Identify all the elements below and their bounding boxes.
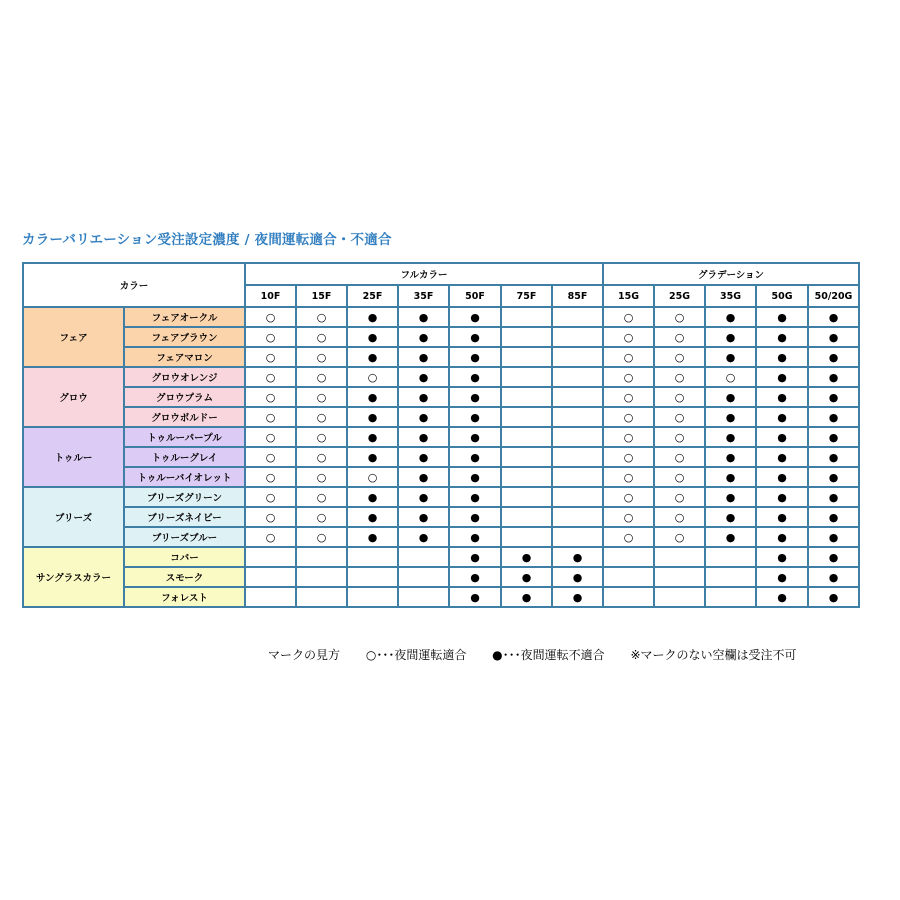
color-name: ブリーズグリーン bbox=[124, 487, 245, 507]
mark-cell: ○ bbox=[654, 347, 705, 367]
mark-cell: ○ bbox=[603, 427, 654, 447]
legend bbox=[268, 646, 797, 663]
mark-cell: ● bbox=[705, 347, 756, 367]
mark-cell: ● bbox=[347, 507, 398, 527]
mark-cell: ○ bbox=[347, 467, 398, 487]
mark-cell: ● bbox=[449, 487, 501, 507]
column-header: 50/20G bbox=[808, 285, 859, 307]
mark-cell: ○ bbox=[296, 527, 347, 547]
mark-cell: ● bbox=[449, 427, 501, 447]
group-label: フェア bbox=[23, 307, 124, 367]
color-variation-table bbox=[22, 262, 860, 608]
mark-cell bbox=[398, 567, 449, 587]
mark-cell: ● bbox=[347, 347, 398, 367]
header-gradation: グラデーション bbox=[603, 263, 859, 285]
mark-cell: ● bbox=[449, 507, 501, 527]
mark-cell: ● bbox=[449, 567, 501, 587]
mark-cell: ● bbox=[705, 467, 756, 487]
mark-cell bbox=[245, 567, 296, 587]
legend-ng: ●･･･夜間運転不適合 bbox=[492, 648, 605, 662]
mark-cell: ○ bbox=[296, 467, 347, 487]
mark-cell: ● bbox=[705, 307, 756, 327]
mark-cell: ○ bbox=[603, 467, 654, 487]
mark-cell: ○ bbox=[603, 487, 654, 507]
table-row bbox=[23, 387, 859, 407]
mark-cell bbox=[654, 567, 705, 587]
column-header: 35F bbox=[398, 285, 449, 307]
mark-cell: ○ bbox=[296, 407, 347, 427]
mark-cell: ● bbox=[347, 447, 398, 467]
legend-label: マークの見方 bbox=[268, 648, 341, 662]
mark-cell bbox=[501, 427, 552, 447]
table-row bbox=[23, 347, 859, 367]
mark-cell: ● bbox=[398, 407, 449, 427]
mark-cell: ● bbox=[808, 387, 859, 407]
mark-cell: ● bbox=[756, 487, 808, 507]
mark-cell: ● bbox=[756, 407, 808, 427]
mark-cell: ○ bbox=[296, 367, 347, 387]
mark-cell: ○ bbox=[654, 527, 705, 547]
mark-cell: ● bbox=[756, 567, 808, 587]
mark-cell: ○ bbox=[654, 487, 705, 507]
column-header: 25G bbox=[654, 285, 705, 307]
mark-cell: ● bbox=[756, 427, 808, 447]
mark-cell bbox=[705, 587, 756, 607]
mark-cell: ○ bbox=[245, 367, 296, 387]
mark-cell: ● bbox=[808, 507, 859, 527]
mark-cell: ○ bbox=[603, 347, 654, 367]
mark-cell: ● bbox=[705, 407, 756, 427]
mark-cell: ● bbox=[449, 407, 501, 427]
mark-cell bbox=[552, 487, 603, 507]
mark-cell: ● bbox=[449, 447, 501, 467]
mark-cell: ● bbox=[808, 447, 859, 467]
mark-cell: ● bbox=[398, 307, 449, 327]
mark-cell: ● bbox=[808, 347, 859, 367]
mark-cell: ○ bbox=[296, 507, 347, 527]
mark-cell: ○ bbox=[245, 327, 296, 347]
mark-cell: ○ bbox=[654, 307, 705, 327]
mark-cell: ● bbox=[705, 327, 756, 347]
table-row bbox=[23, 547, 859, 567]
mark-cell bbox=[552, 507, 603, 527]
table-row bbox=[23, 507, 859, 527]
mark-cell bbox=[552, 427, 603, 447]
color-name: フェアマロン bbox=[124, 347, 245, 367]
table-row bbox=[23, 487, 859, 507]
mark-cell: ● bbox=[449, 347, 501, 367]
mark-cell: ● bbox=[552, 547, 603, 567]
mark-cell: ● bbox=[808, 427, 859, 447]
mark-cell bbox=[501, 307, 552, 327]
mark-cell bbox=[347, 587, 398, 607]
mark-cell: ● bbox=[398, 327, 449, 347]
color-name: フェアブラウン bbox=[124, 327, 245, 347]
mark-cell bbox=[347, 567, 398, 587]
mark-cell: ● bbox=[347, 527, 398, 547]
mark-cell: ● bbox=[449, 327, 501, 347]
table-row bbox=[23, 307, 859, 327]
color-name: グロウボルドー bbox=[124, 407, 245, 427]
table-row bbox=[23, 587, 859, 607]
table-row bbox=[23, 467, 859, 487]
mark-cell: ○ bbox=[347, 367, 398, 387]
header-full-color: フルカラー bbox=[245, 263, 603, 285]
mark-cell: ● bbox=[398, 387, 449, 407]
mark-cell: ○ bbox=[296, 327, 347, 347]
mark-cell bbox=[501, 347, 552, 367]
mark-cell bbox=[552, 467, 603, 487]
mark-cell: ○ bbox=[296, 307, 347, 327]
mark-cell: ● bbox=[347, 427, 398, 447]
column-header: 15G bbox=[603, 285, 654, 307]
mark-cell: ○ bbox=[296, 447, 347, 467]
mark-cell: ● bbox=[705, 447, 756, 467]
mark-cell: ● bbox=[808, 527, 859, 547]
mark-cell bbox=[398, 587, 449, 607]
column-header: 85F bbox=[552, 285, 603, 307]
mark-cell: ● bbox=[808, 467, 859, 487]
mark-cell bbox=[296, 587, 347, 607]
mark-cell: ● bbox=[705, 507, 756, 527]
mark-cell: ● bbox=[756, 367, 808, 387]
mark-cell: ○ bbox=[654, 507, 705, 527]
table-row bbox=[23, 327, 859, 347]
color-name: フェアオークル bbox=[124, 307, 245, 327]
mark-cell bbox=[501, 447, 552, 467]
mark-cell: ○ bbox=[603, 507, 654, 527]
mark-cell bbox=[501, 507, 552, 527]
color-name: トゥルーグレイ bbox=[124, 447, 245, 467]
mark-cell: ○ bbox=[245, 387, 296, 407]
mark-cell: ● bbox=[808, 487, 859, 507]
mark-cell bbox=[501, 367, 552, 387]
column-header: 50G bbox=[756, 285, 808, 307]
mark-cell bbox=[552, 527, 603, 547]
mark-cell: ○ bbox=[603, 447, 654, 467]
mark-cell bbox=[552, 447, 603, 467]
mark-cell bbox=[398, 547, 449, 567]
mark-cell bbox=[501, 467, 552, 487]
mark-cell bbox=[552, 347, 603, 367]
group-label: グロウ bbox=[23, 367, 124, 427]
mark-cell: ○ bbox=[245, 507, 296, 527]
mark-cell: ● bbox=[705, 427, 756, 447]
mark-cell: ● bbox=[398, 507, 449, 527]
mark-cell: ○ bbox=[245, 307, 296, 327]
legend-ok: ○･･･夜間運転適合 bbox=[365, 648, 467, 662]
mark-cell bbox=[501, 327, 552, 347]
mark-cell: ○ bbox=[245, 407, 296, 427]
mark-cell bbox=[501, 527, 552, 547]
mark-cell bbox=[552, 387, 603, 407]
page-title: カラーバリエーション受注設定濃度 / 夜間運転適合・不適合 bbox=[22, 232, 392, 248]
mark-cell bbox=[296, 567, 347, 587]
mark-cell: ● bbox=[756, 347, 808, 367]
color-name: グロウオレンジ bbox=[124, 367, 245, 387]
table-row bbox=[23, 407, 859, 427]
mark-cell bbox=[501, 407, 552, 427]
mark-cell: ● bbox=[347, 327, 398, 347]
mark-cell: ● bbox=[756, 507, 808, 527]
mark-cell: ○ bbox=[654, 427, 705, 447]
mark-cell bbox=[501, 487, 552, 507]
mark-cell: ○ bbox=[654, 327, 705, 347]
mark-cell bbox=[603, 567, 654, 587]
mark-cell: ○ bbox=[603, 367, 654, 387]
color-name: トゥルーパープル bbox=[124, 427, 245, 447]
color-name: コバー bbox=[124, 547, 245, 567]
mark-cell bbox=[552, 367, 603, 387]
mark-cell bbox=[347, 547, 398, 567]
mark-cell: ● bbox=[501, 587, 552, 607]
mark-cell: ● bbox=[705, 527, 756, 547]
mark-cell bbox=[245, 547, 296, 567]
mark-cell: ● bbox=[756, 387, 808, 407]
mark-cell: ○ bbox=[654, 387, 705, 407]
mark-cell: ● bbox=[808, 547, 859, 567]
mark-cell bbox=[654, 587, 705, 607]
mark-cell bbox=[296, 547, 347, 567]
mark-cell: ● bbox=[347, 387, 398, 407]
table-row bbox=[23, 367, 859, 387]
color-name: スモーク bbox=[124, 567, 245, 587]
mark-cell: ● bbox=[501, 567, 552, 587]
mark-cell: ● bbox=[756, 447, 808, 467]
table-row bbox=[23, 527, 859, 547]
mark-cell: ○ bbox=[296, 427, 347, 447]
column-header: 75F bbox=[501, 285, 552, 307]
mark-cell: ○ bbox=[245, 427, 296, 447]
color-name: グロウプラム bbox=[124, 387, 245, 407]
mark-cell: ● bbox=[756, 307, 808, 327]
mark-cell: ● bbox=[449, 587, 501, 607]
column-header: 25F bbox=[347, 285, 398, 307]
mark-cell bbox=[705, 547, 756, 567]
mark-cell: ● bbox=[705, 387, 756, 407]
mark-cell: ● bbox=[808, 567, 859, 587]
mark-cell: ○ bbox=[245, 347, 296, 367]
mark-cell bbox=[552, 307, 603, 327]
mark-cell: ○ bbox=[296, 347, 347, 367]
mark-cell: ○ bbox=[603, 407, 654, 427]
legend-note: ※マークのない空欄は受注不可 bbox=[630, 648, 797, 662]
mark-cell: ● bbox=[756, 327, 808, 347]
mark-cell: ● bbox=[756, 467, 808, 487]
group-label: サングラスカラー bbox=[23, 547, 124, 607]
mark-cell: ○ bbox=[296, 487, 347, 507]
mark-cell: ● bbox=[347, 487, 398, 507]
mark-cell: ○ bbox=[603, 307, 654, 327]
mark-cell: ○ bbox=[603, 327, 654, 347]
mark-cell: ● bbox=[808, 327, 859, 347]
mark-cell: ● bbox=[501, 547, 552, 567]
mark-cell: ● bbox=[449, 307, 501, 327]
mark-cell: ● bbox=[398, 367, 449, 387]
group-label: トゥルー bbox=[23, 427, 124, 487]
mark-cell: ○ bbox=[654, 467, 705, 487]
table-row bbox=[23, 567, 859, 587]
mark-cell: ● bbox=[449, 547, 501, 567]
mark-cell: ○ bbox=[245, 487, 296, 507]
mark-cell: ○ bbox=[245, 467, 296, 487]
mark-cell: ○ bbox=[603, 527, 654, 547]
column-header: 50F bbox=[449, 285, 501, 307]
mark-cell: ● bbox=[808, 307, 859, 327]
mark-cell: ● bbox=[449, 467, 501, 487]
color-name: フォレスト bbox=[124, 587, 245, 607]
mark-cell: ● bbox=[347, 307, 398, 327]
mark-cell: ● bbox=[552, 567, 603, 587]
mark-cell: ● bbox=[808, 367, 859, 387]
mark-cell: ○ bbox=[245, 527, 296, 547]
mark-cell: ○ bbox=[705, 367, 756, 387]
mark-cell: ○ bbox=[654, 367, 705, 387]
mark-cell bbox=[705, 567, 756, 587]
column-header: 35G bbox=[705, 285, 756, 307]
mark-cell: ● bbox=[552, 587, 603, 607]
color-name: ブリーズネイビー bbox=[124, 507, 245, 527]
group-label: ブリーズ bbox=[23, 487, 124, 547]
table-row bbox=[23, 427, 859, 447]
mark-cell: ● bbox=[756, 587, 808, 607]
mark-cell: ○ bbox=[654, 447, 705, 467]
mark-cell bbox=[501, 387, 552, 407]
table-row bbox=[23, 447, 859, 467]
mark-cell: ● bbox=[398, 487, 449, 507]
mark-cell: ● bbox=[398, 447, 449, 467]
color-name: ブリーズブルー bbox=[124, 527, 245, 547]
mark-cell: ● bbox=[398, 427, 449, 447]
mark-cell: ● bbox=[756, 547, 808, 567]
mark-cell: ● bbox=[398, 527, 449, 547]
mark-cell: ○ bbox=[245, 447, 296, 467]
column-header: 15F bbox=[296, 285, 347, 307]
mark-cell bbox=[552, 327, 603, 347]
mark-cell bbox=[245, 587, 296, 607]
mark-cell: ● bbox=[808, 407, 859, 427]
mark-cell: ● bbox=[449, 367, 501, 387]
mark-cell: ○ bbox=[603, 387, 654, 407]
header-color: カラー bbox=[23, 263, 245, 307]
mark-cell: ● bbox=[756, 527, 808, 547]
mark-cell: ○ bbox=[296, 387, 347, 407]
mark-cell bbox=[552, 407, 603, 427]
column-header: 10F bbox=[245, 285, 296, 307]
mark-cell: ● bbox=[398, 347, 449, 367]
mark-cell: ● bbox=[705, 487, 756, 507]
mark-cell: ● bbox=[808, 587, 859, 607]
mark-cell: ● bbox=[398, 467, 449, 487]
mark-cell: ○ bbox=[654, 407, 705, 427]
mark-cell: ● bbox=[449, 527, 501, 547]
color-name: トゥルーバイオレット bbox=[124, 467, 245, 487]
mark-cell bbox=[654, 547, 705, 567]
mark-cell: ● bbox=[347, 407, 398, 427]
mark-cell bbox=[603, 587, 654, 607]
mark-cell bbox=[603, 547, 654, 567]
mark-cell: ● bbox=[449, 387, 501, 407]
